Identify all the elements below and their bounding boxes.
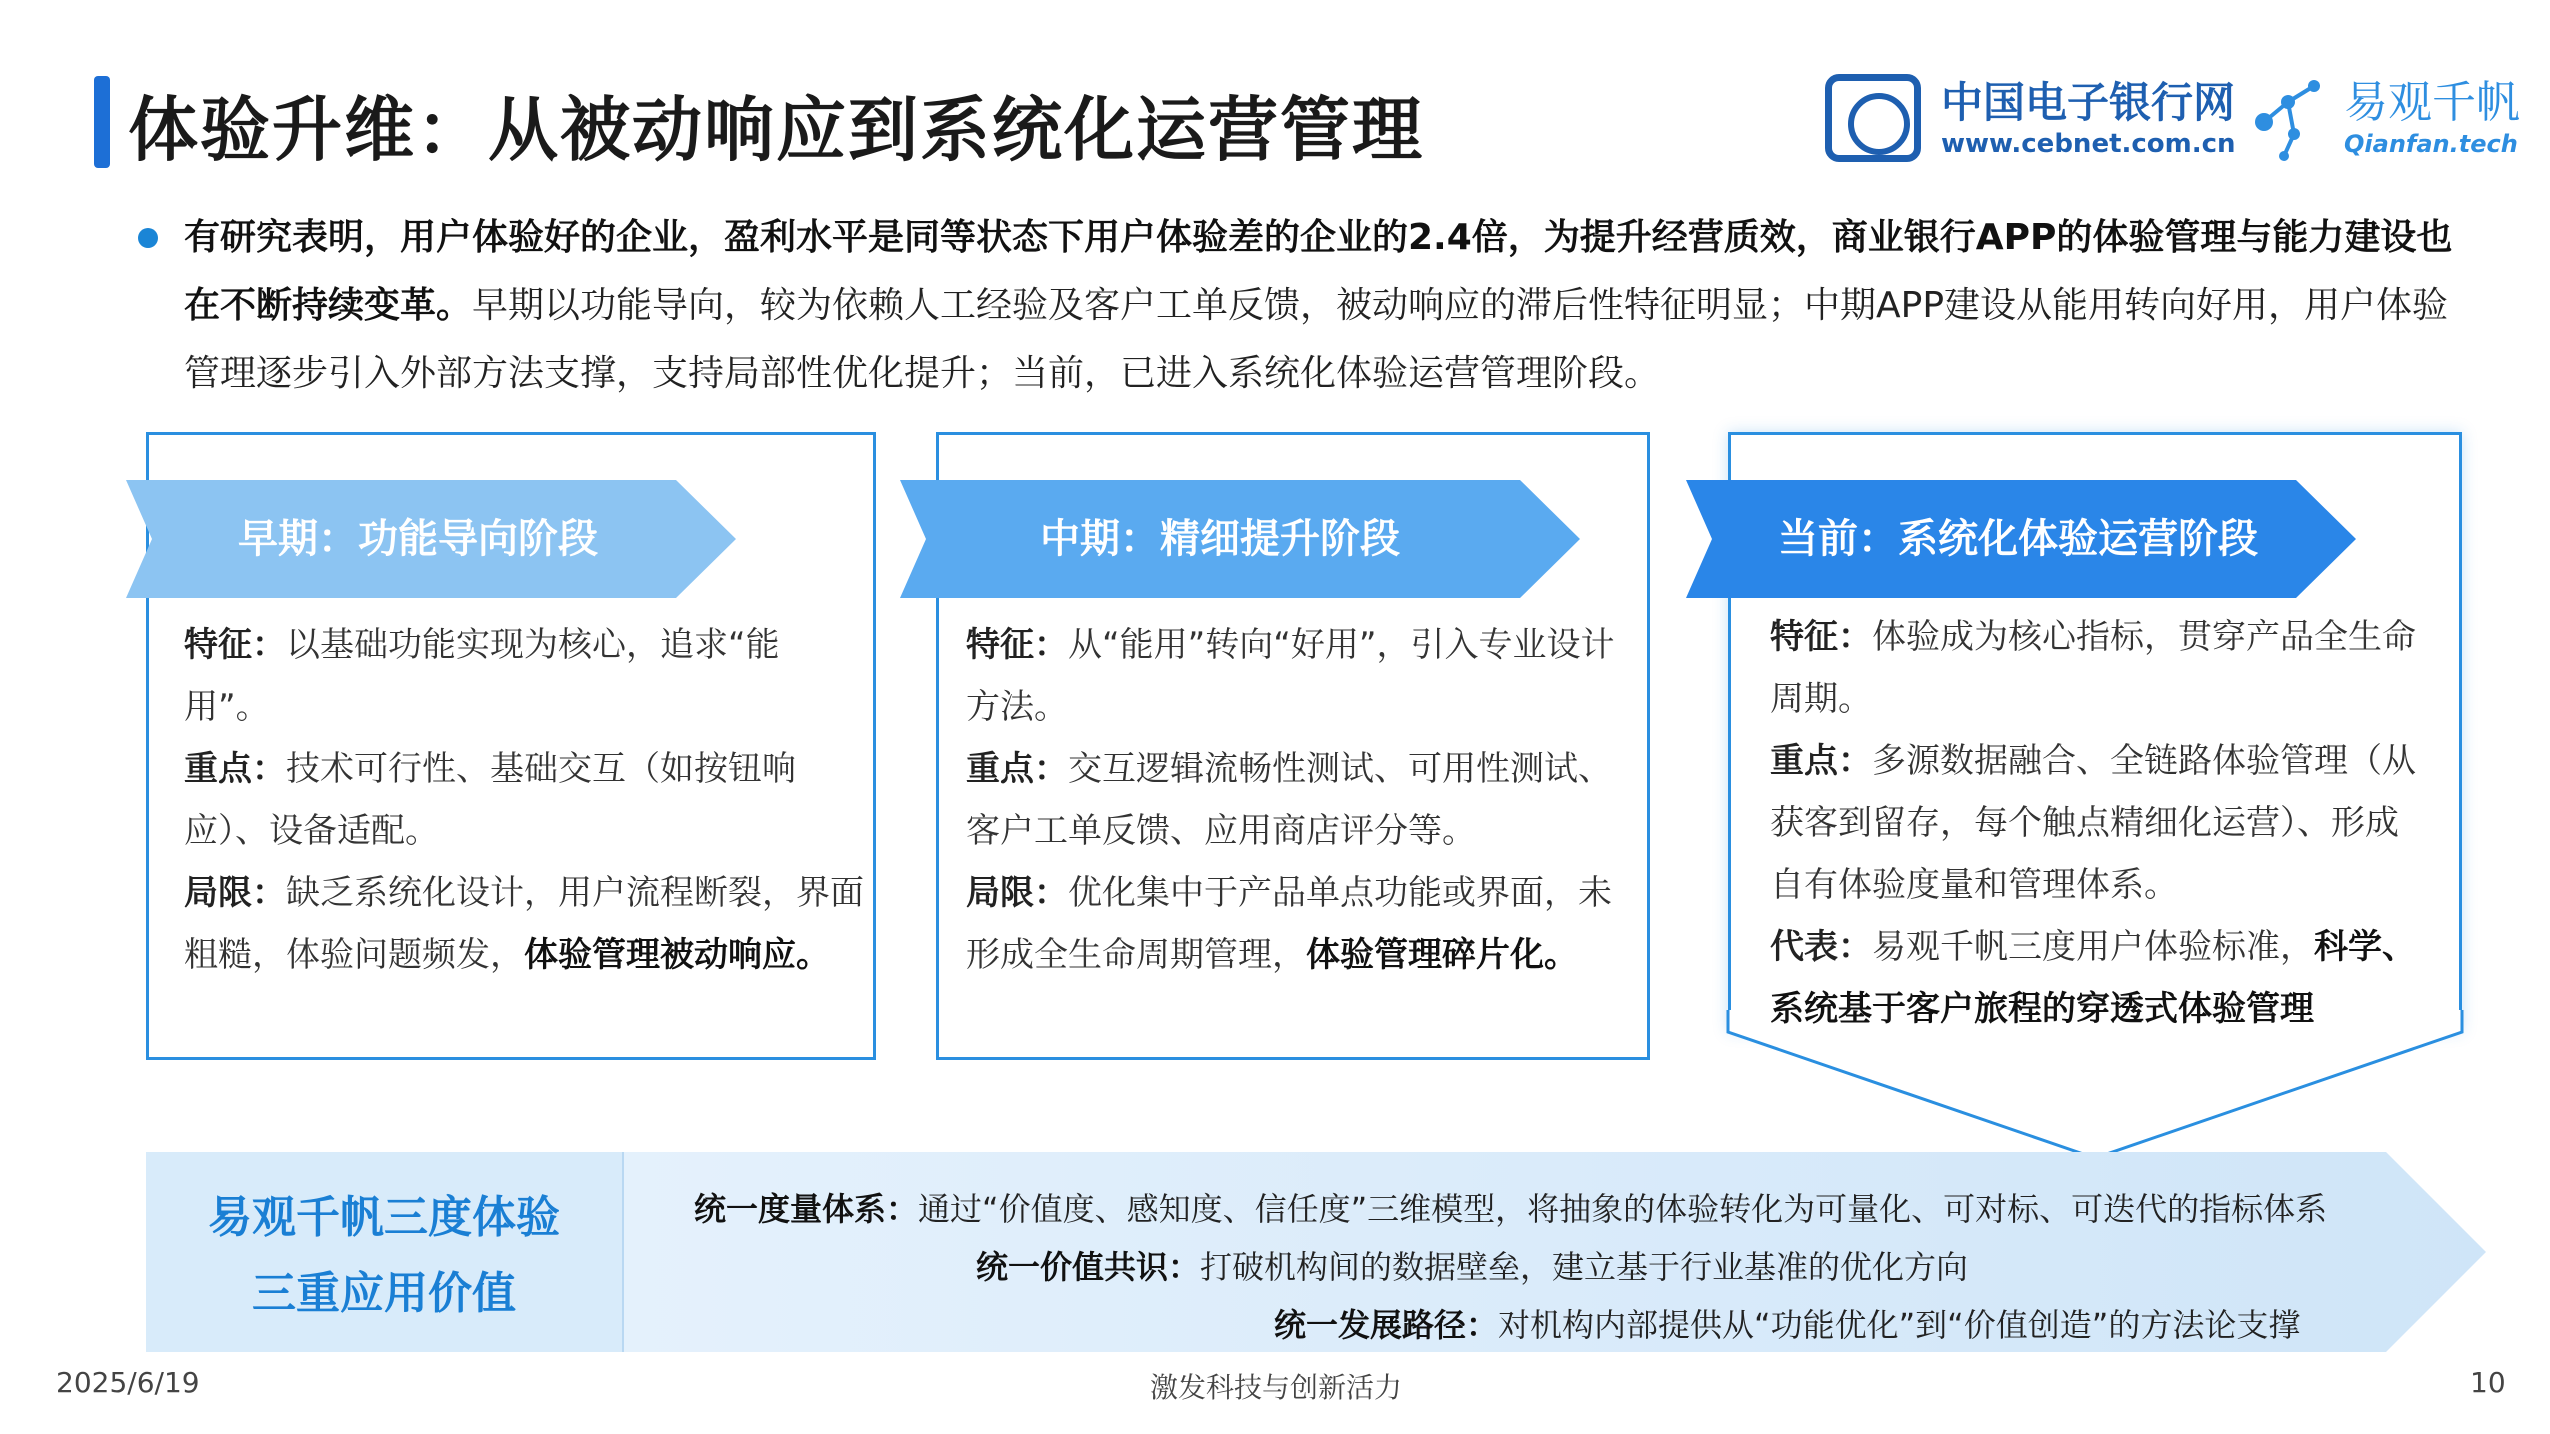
feature-key: 特征： xyxy=(966,625,1068,665)
limit-text: 优化集中于产品单点功能或界面，未形成全生命周期管理， xyxy=(966,873,1612,975)
value-key: 统一发展路径： xyxy=(1274,1306,1499,1344)
title-accent-bar xyxy=(94,76,110,168)
cebnet-logo xyxy=(1825,74,2236,162)
cebnet-logo-icon xyxy=(1825,74,1921,162)
intro-normal-text: 早期以功能导向，较为依赖人工经验及客户工单反馈，被动响应的滞后性特征明显；中期APP建设从能用转向好用，用户体验管理逐步引入外部方法支撑，支持局部性优化提升；当前，已进入系统化体验运营管理阶段。 xyxy=(184,285,2449,394)
representative-text: 易观千帆三度用户体验标准， xyxy=(1872,927,2314,967)
stage-body-early xyxy=(184,614,864,986)
stage-banner-middle xyxy=(900,480,1580,598)
focus-text: 交互逻辑流畅性测试、可用性测试、客户工单反馈、应用商店评分等。 xyxy=(966,749,1612,851)
bottom-divider xyxy=(622,1152,624,1352)
bullet-dot xyxy=(138,228,158,248)
feature-text: 从“能用”转向“好用”，引入专业设计方法。 xyxy=(966,625,1615,727)
cebnet-logo-url: www.cebnet.com.cn xyxy=(1941,129,2236,159)
bottom-label xyxy=(146,1180,622,1332)
value-text: 通过“价值度、感知度、信任度”三维模型，将抽象的体验转化为可量化、可对标、可迭代的指标体系 xyxy=(918,1190,2328,1228)
page-number: 10 xyxy=(2470,1366,2506,1399)
focus-text: 技术可行性、基础交互（如按钮响应）、设备适配。 xyxy=(184,749,796,851)
feature-key: 特征： xyxy=(184,625,286,665)
footer-slogan: 激发科技与创新活力 xyxy=(1150,1371,1403,1404)
stage-title-middle: 中期：精细提升阶段 xyxy=(1040,516,1400,562)
value-item-measure xyxy=(694,1184,2327,1230)
qianfan-logo-icon xyxy=(2250,72,2334,162)
focus-key: 重点： xyxy=(1770,741,1872,781)
feature-text: 体验成为核心指标，贯穿产品全生命周期。 xyxy=(1770,617,2416,719)
qianfan-logo-url: Qianfan.tech xyxy=(2344,130,2518,158)
limit-key: 局限： xyxy=(966,873,1068,913)
stage-title-current: 当前：系统化体验运营阶段 xyxy=(1778,516,2258,562)
value-key: 统一价值共识： xyxy=(976,1248,1201,1286)
limit-text: 缺乏系统化设计，用户流程断裂，界面粗糙，体验问题频发， xyxy=(184,873,864,975)
limit-emphasis: 体验管理碎片化。 xyxy=(1306,935,1578,975)
focus-key: 重点： xyxy=(184,749,286,789)
feature-text: 以基础功能实现为核心，追求“能用”。 xyxy=(184,625,780,727)
intro-bold-text: 有研究表明，用户体验好的企业，盈利水平是同等状态下用户体验差的企业的2.4倍，为提升经营质效，商业银行APP的体验管理与能力建设也在不断持续变革。 xyxy=(184,217,2453,326)
value-text: 打破机构间的数据壁垒，建立基于行业基准的优化方向 xyxy=(1200,1248,1969,1286)
qianfan-logo-name: 易观千帆 xyxy=(2344,77,2520,128)
value-item-consensus xyxy=(976,1242,1968,1288)
stage-title-early: 早期：功能导向阶段 xyxy=(238,516,598,562)
cebnet-logo-name: 中国电子银行网 xyxy=(1941,78,2236,127)
bottom-label-line2: 三重应用价值 xyxy=(252,1268,516,1319)
representative-key: 代表： xyxy=(1770,927,1872,967)
limit-key: 局限： xyxy=(184,873,286,913)
representative-emphasis: 科学、系统基于客户旅程的穿透式体验管理 xyxy=(1770,927,2416,1029)
focus-key: 重点： xyxy=(966,749,1068,789)
qianfan-logo xyxy=(2250,72,2520,162)
stage-banner-current xyxy=(1686,480,2356,598)
focus-text: 多源数据融合、全链路体验管理（从获客到留存，每个触点精细化运营）、形成自有体验度量和管理体系。 xyxy=(1770,741,2416,905)
value-text: 对机构内部提供从“功能优化”到“价值创造”的方法论支撑 xyxy=(1498,1306,2301,1344)
bottom-label-line1: 易观千帆三度体验 xyxy=(208,1192,560,1243)
footer-date: 2025/6/19 xyxy=(56,1366,200,1399)
value-key: 统一度量体系： xyxy=(694,1190,919,1228)
stage-body-middle xyxy=(966,614,1626,986)
stage-banner-early xyxy=(126,480,736,598)
value-item-path xyxy=(1274,1300,2300,1346)
feature-key: 特征： xyxy=(1770,617,1872,657)
page-title: 体验升维：从被动响应到系统化运营管理 xyxy=(128,89,1424,171)
limit-emphasis: 体验管理被动响应。 xyxy=(524,935,830,975)
intro-paragraph xyxy=(184,204,2454,408)
stage-body-current xyxy=(1770,606,2430,1040)
